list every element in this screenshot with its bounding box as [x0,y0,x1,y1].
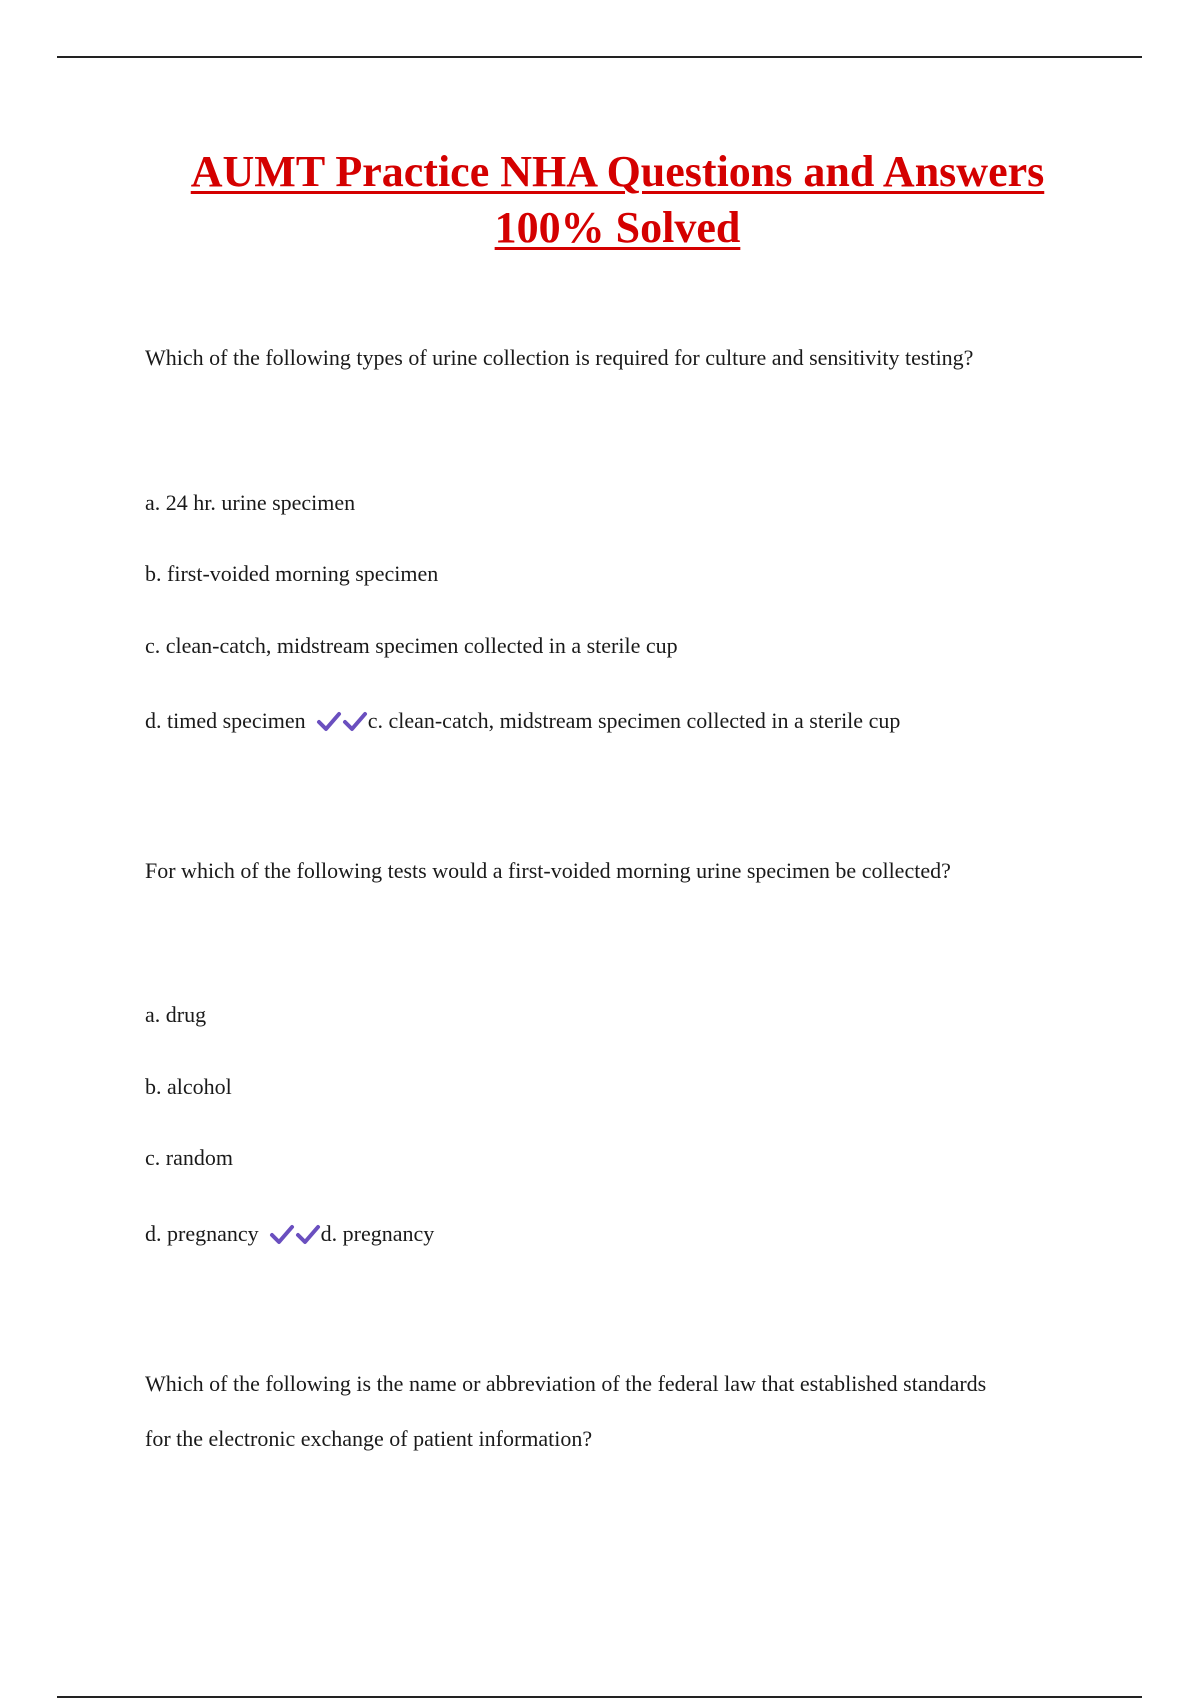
question-1-option-d-row [145,707,900,735]
question-1-option-c: c. clean-catch, midstream specimen collected in a sterile cup [145,633,678,658]
question-1-option-a: a. 24 hr. urine specimen [145,490,356,515]
question-2-option-d-row [145,1220,434,1248]
check-icon [269,1223,295,1245]
question-2-option-c: c. random [145,1145,233,1170]
question-2-option-a: a. drug [145,1002,207,1027]
check-icon [342,710,368,732]
question-2-text: For which of the following tests would a first-voided morning urine specimen be collected? [145,858,951,883]
question-2-option-d: d. pregnancy [145,1221,259,1246]
top-rule [57,56,1142,58]
question-1-option-b: b. first-voided morning specimen [145,561,439,586]
bottom-rule [57,1696,1142,1698]
question-1-answer: c. clean-catch, midstream specimen collected in a sterile cup [367,708,901,733]
document-title [100,144,1135,256]
question-3-text-line-2: for the electronic exchange of patient information? [145,1426,593,1451]
title-line-1: AUMT Practice NHA Questions and Answers [190,147,1045,196]
title-line-2: 100% Solved [494,203,741,252]
question-2-answer: d. pregnancy [320,1221,435,1246]
check-icon [295,1223,321,1245]
question-1-option-d: d. timed specimen [145,708,306,733]
question-1-text: Which of the following types of urine collection is required for culture and sensitivity testing? [145,345,974,370]
question-2-option-b: b. alcohol [145,1074,232,1099]
check-icon [316,710,342,732]
question-3-text-line-1: Which of the following is the name or abbreviation of the federal law that established standards [145,1371,987,1396]
